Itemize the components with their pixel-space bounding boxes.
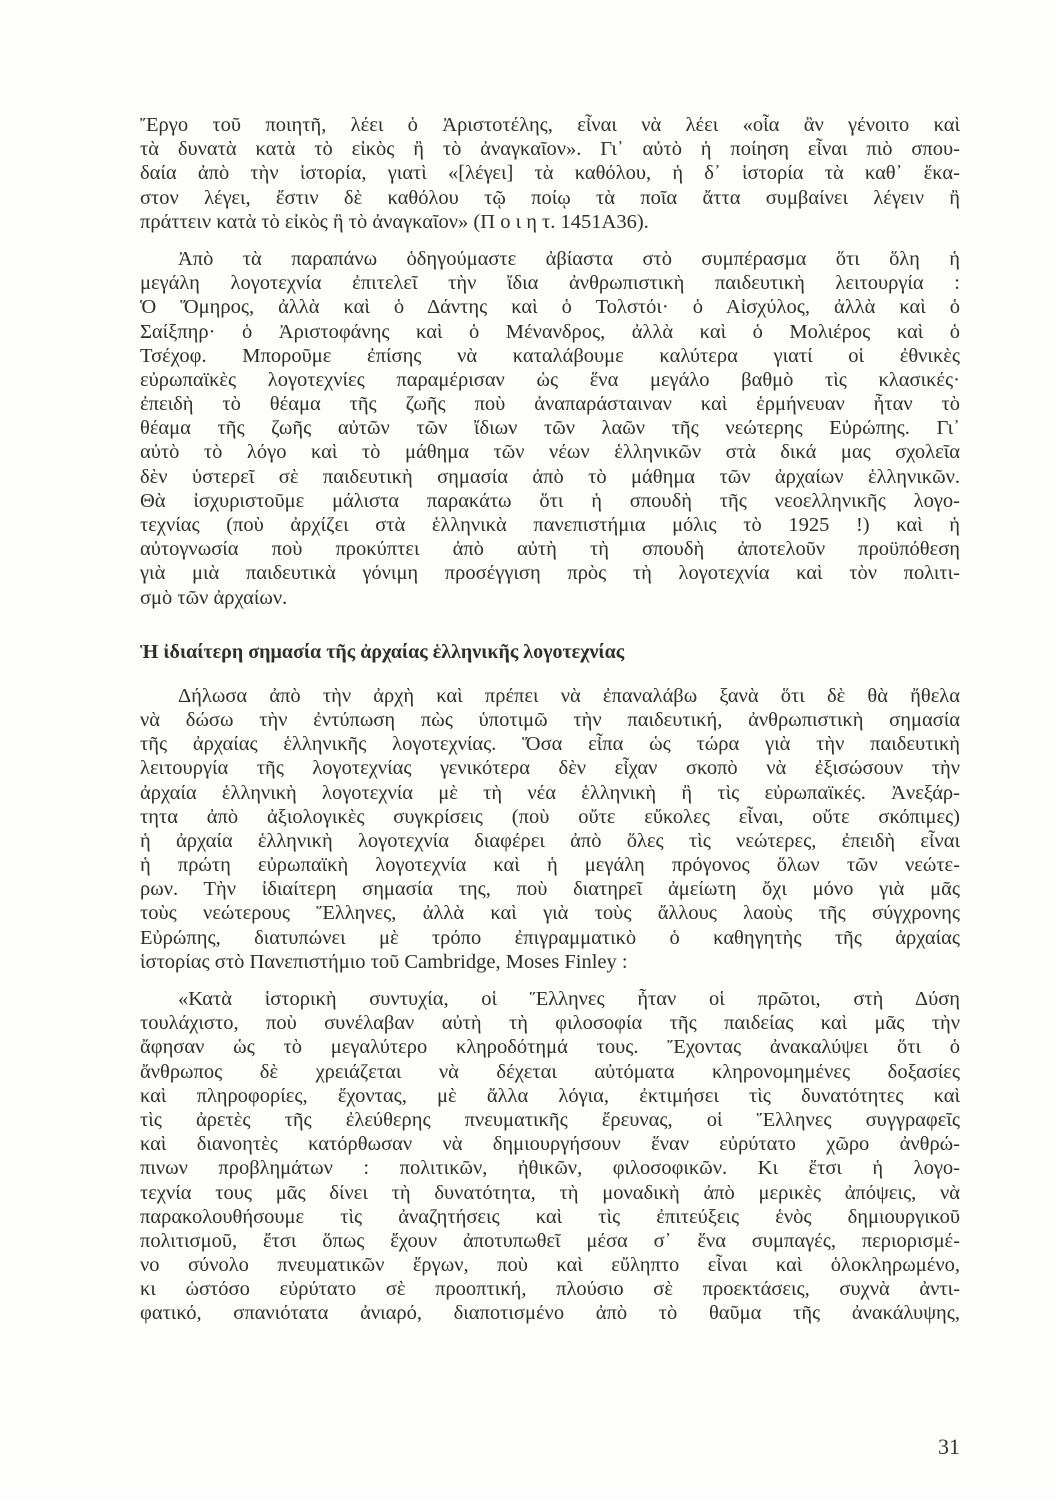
- text-line: Εὐρώπης, διατυπώνει μὲ τρόπο ἐπιγραμματικὸ ὁ καθηγητὴς τῆς ἀρχαίας: [140, 926, 960, 949]
- text-line: ἡ πρώτη εὐρωπαϊκὴ λογοτεχνία καὶ ἡ μεγάλη πρόγονος ὅλων τῶν νεώτε-: [140, 854, 960, 877]
- text-line: Ἀπὸ τὰ παραπάνω ὁδηγούμαστε ἀβίαστα στὸ συμπέρασμα ὅτι ὅλη ἡ: [178, 247, 960, 270]
- text-line: θέαμα τῆς ζωῆς αὐτῶν τῶν ἴδιων τῶν λαῶν τῆς νεώτερης Εὐρώπης. Γι᾽: [140, 417, 960, 440]
- text-line: πινων προβλημάτων : πολιτικῶν, ἠθικῶν, φιλοσοφικῶν. Κι ἔτσι ἡ λογο-: [140, 1157, 960, 1180]
- paragraph: [140, 113, 960, 234]
- text-line: ἄνθρωπος δὲ χρειάζεται νὰ δέχεται αὐτόματα κληρονομημένες δοξασίες: [140, 1060, 960, 1083]
- text-line: «Κατὰ ἱστορικὴ συντυχία, οἱ Ἕλληνες ἦταν οἱ πρῶτοι, στὴ Δύση: [178, 988, 960, 1010]
- text-line: τοὺς νεώτερους Ἕλληνες, ἀλλὰ καὶ γιὰ τοὺς ἄλλους λαοὺς τῆς σύγχρονης: [140, 902, 960, 925]
- text-line: μεγάλη λογοτεχνία ἐπιτελεῖ τὴν ἴδια ἀνθρωπιστικὴ παιδευτικὴ λειτουργία :: [140, 272, 960, 295]
- text-line: γιὰ μιὰ παιδευτικὰ γόνιμη προσέγγιση πρὸς τὴ λογοτεχνία καὶ τὸν πολιτι-: [140, 562, 960, 585]
- text-line: τῆς ἀρχαίας ἑλληνικῆς λογοτεχνίας. Ὅσα εἶπα ὡς τώρα γιὰ τὴν παιδευτικὴ: [140, 733, 960, 756]
- text-line: καὶ διανοητὲς κατόρθωσαν νὰ δημιουργήσουν ἕναν εὐρύτατο χῶρο ἀνθρώ-: [140, 1133, 960, 1156]
- paragraph: [140, 684, 960, 974]
- text-line: Ὁ Ὅμηρος, ἀλλὰ καὶ ὁ Δάντης καὶ ὁ Τολστόι· ὁ Αἰσχύλος, ἀλλὰ καὶ ὁ: [140, 296, 960, 319]
- paragraph: [140, 987, 960, 1326]
- text-line: τουλάχιστο, ποὺ συνέλαβαν αὐτὴ τὴ φιλοσοφία τῆς παιδείας καὶ μᾶς τὴν: [140, 1012, 960, 1035]
- text-line: Ἔργο τοῦ ποιητῆ, λέει ὁ Ἀριστοτέλης, εἶναι νὰ λέει «οἷα ἂν γένοιτο καὶ: [140, 114, 960, 136]
- text-line: Τσέχοφ. Μποροῦμε ἐπίσης νὰ καταλάβουμε καλύτερα γιατί οἱ ἐθνικὲς: [140, 344, 960, 367]
- text-line: Δήλωσα ἀπὸ τὴν ἀρχὴ καὶ πρέπει νὰ ἐπαναλάβω ξανὰ ὅτι δὲ θὰ ἤθελα: [178, 684, 960, 707]
- text-line: δαία ἀπὸ τὴν ἱστορία, γιατὶ «[λέγει] τὰ καθόλου, ἡ δ᾽ ἱστορία τὰ καθ᾽ ἕκα-: [140, 162, 960, 185]
- text-line: νὰ δώσω τὴν ἐντύπωση πὼς ὑποτιμῶ τὴν παιδευτική, ἀνθρωπιστικὴ σημασία: [140, 708, 960, 731]
- text-line: Σαίξπηρ· ὁ Ἀριστοφάνης καὶ ὁ Μένανδρος, ἀλλὰ καὶ ὁ Μολιέρος καὶ ὁ: [140, 320, 960, 343]
- text-line: σμὸ τῶν ἀρχαίων.: [140, 586, 288, 609]
- text-line: αὐτὸ τὸ λόγο καὶ τὸ μάθημα τῶν νέων ἑλληνικῶν στὰ δικά μας σχολεῖα: [140, 441, 960, 464]
- text-line: Θὰ ἰσχυριστοῦμε μάλιστα παρακάτω ὅτι ἡ σπουδὴ τῆς νεοελληνικῆς λογο-: [140, 489, 960, 512]
- text-line: τητα ἀπὸ ἀξιολογικὲς συγκρίσεις (ποὺ οὔτε εὔκολες εἶναι, οὔτε σκόπιμες): [140, 805, 960, 828]
- text-line: ρων. Τὴν ἰδιαίτερη σημασία της, ποὺ διατηρεῖ ἀμείωτη ὄχι μόνο γιὰ μᾶς: [140, 878, 960, 901]
- text-line: τὶς ἀρετὲς τῆς ἐλεύθερης πνευματικῆς ἔρευνας, οἱ Ἕλληνες συγγραφεῖς: [140, 1108, 960, 1131]
- section-heading: Ἡ ἰδιαίτερη σημασία τῆς ἀρχαίας ἑλληνικῆς λογοτεχνίας: [140, 640, 625, 663]
- document-page: [140, 113, 960, 1339]
- text-line: νο σύνολο πνευματικῶν ἔργων, ποὺ καὶ εὔληπτο εἶναι καὶ ὁλοκληρωμένο,: [140, 1254, 960, 1277]
- text-line: ἡ ἀρχαία ἑλληνικὴ λογοτεχνία διαφέρει ἀπὸ ὅλες τὶς νεώτερες, ἐπειδὴ εἶναι: [140, 829, 960, 852]
- text-line: φατικό, σπανιότατα ἀνιαρό, διαποτισμένο ἀπὸ τὸ θαῦμα τῆς ἀνακάλυψης,: [140, 1302, 960, 1325]
- text-line: τὰ δυνατὰ κατὰ τὸ εἰκὸς ἢ τὸ ἀναγκαῖον». Γι᾽ αὐτὸ ἡ ποίηση εἶναι πιὸ σπου-: [140, 138, 960, 161]
- text-line: ἄφησαν ὡς τὸ μεγαλύτερο κληροδότημά τους. Ἔχοντας ἀνακαλύψει ὅτι ὁ: [140, 1036, 960, 1059]
- text-line: ἱστορίας στὸ Πανεπιστήμιο τοῦ Cambridge, Moses Finley :: [140, 950, 628, 973]
- page-number: 31: [938, 1434, 960, 1459]
- text-line: πράττειν κατὰ τὸ εἰκὸς ἢ τὸ ἀναγκαῖον» (Π ο ι η τ. 1451A36).: [140, 210, 649, 233]
- text-line: λειτουργία τῆς λογοτεχνίας γενικότερα δὲν εἶχαν σκοπὸ νὰ ἐξισώσουν τὴν: [140, 757, 960, 780]
- text-line: τεχνίας (ποὺ ἀρχίζει στὰ ἑλληνικὰ πανεπιστήμια μόλις τὸ 1925 !) καὶ ἡ: [140, 514, 960, 536]
- text-line: καὶ πληροφορίες, ἔχοντας, μὲ ἄλλα λόγια, ἐκτιμήσει τὶς δυνατότητες καὶ: [140, 1084, 960, 1107]
- text-line: τεχνία τους μᾶς δίνει τὴ δυνατότητα, τὴ μοναδικὴ ἀπὸ μερικὲς ἀπόψεις, νὰ: [140, 1181, 960, 1204]
- paragraph: [140, 247, 960, 610]
- text-line: παρακολουθήσουμε τὶς ἀναζητήσεις καὶ τὶς ἐπιτεύξεις ἑνὸς δημιουργικοῦ: [140, 1205, 960, 1228]
- text-line: ἀρχαία ἑλληνικὴ λογοτεχνία μὲ τὴ νέα ἑλληνικὴ ἢ τὶς εὐρωπαϊκές. Ἀνεξάρ-: [140, 781, 960, 804]
- text-line: πολιτισμοῦ, ἔτσι ὅπως ἔχουν ἀποτυπωθεῖ μέσα σ᾽ ἕνα συμπαγές, περιορισμέ-: [140, 1229, 960, 1252]
- text-line: ἐπειδὴ τὸ θέαμα τῆς ζωῆς ποὺ ἀναπαράσταιναν καὶ ἑρμήνευαν ἦταν τὸ: [140, 393, 960, 416]
- text-line: δὲν ὑστερεῖ σὲ παιδευτικὴ σημασία ἀπὸ τὸ μάθημα τῶν ἀρχαίων ἑλληνικῶν.: [140, 465, 960, 488]
- text-line: αὐτογνωσία ποὺ προκύπτει ἀπὸ αὐτὴ τὴ σπουδὴ ἀποτελοῦν προϋπόθεση: [140, 538, 960, 561]
- text-line: εὐρωπαϊκὲς λογοτεχνίες παραμέρισαν ὡς ἕνα μεγάλο βαθμὸ τὶς κλασικές·: [140, 368, 960, 391]
- text-line: στον λέγει, ἔστιν δὲ καθόλου τῷ ποίῳ τὰ ποῖα ἄττα συμβαίνει λέγειν ἢ: [140, 186, 960, 209]
- text-line: κι ὡστόσο εὐρύτατο σὲ προοπτική, πλούσιο σὲ προεκτάσεις, συχνὰ ἀντι-: [140, 1278, 960, 1301]
